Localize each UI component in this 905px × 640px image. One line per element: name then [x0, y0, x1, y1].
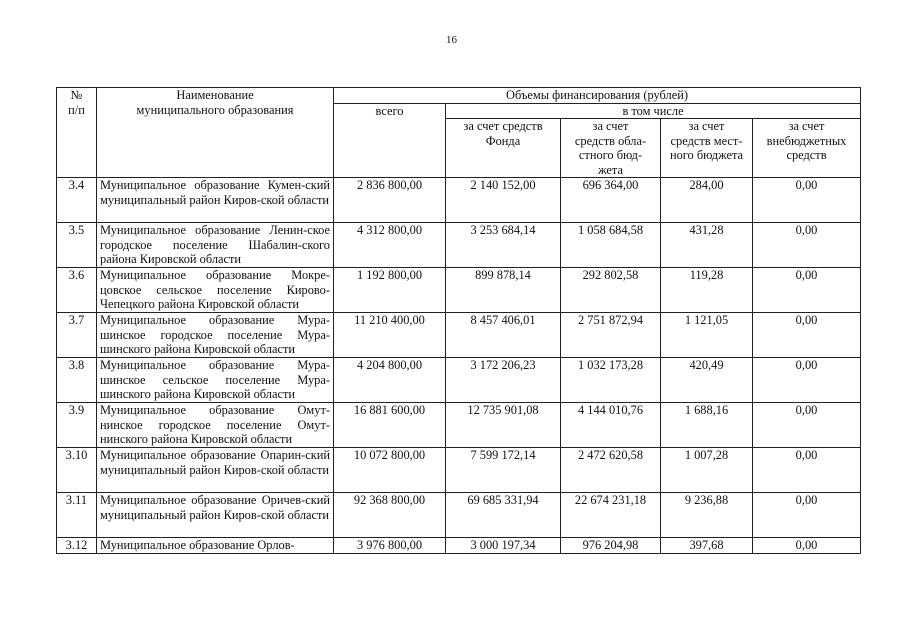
- row-number: 3.7: [57, 313, 97, 358]
- table-body: [57, 178, 861, 554]
- row-number: 3.9: [57, 403, 97, 448]
- row-municipality-name: Муниципальное образование Оричев-ский муниципальный район Киров-ской области: [97, 493, 334, 538]
- header-funding: Объемы финансирования (рублей): [334, 88, 861, 104]
- row-extrabudgetary: 0,00: [753, 448, 861, 493]
- row-regional-budget: 696 364,00: [561, 178, 661, 223]
- row-municipality-name: Муниципальное образование Ленин-ское городское поселение Шабалин-ского района Кировской области: [97, 223, 334, 268]
- row-number: 3.11: [57, 493, 97, 538]
- row-extrabudgetary: 0,00: [753, 403, 861, 448]
- row-local-budget: 1 688,16: [661, 403, 753, 448]
- row-local-budget: 1 121,05: [661, 313, 753, 358]
- row-municipality-name: Муниципальное образование Омут-нинское городское поселение Омут-нинского района Кировской области: [97, 403, 334, 448]
- row-local-budget: 431,28: [661, 223, 753, 268]
- table-row: [57, 268, 861, 313]
- row-regional-budget: 2 751 872,94: [561, 313, 661, 358]
- row-extrabudgetary: 0,00: [753, 493, 861, 538]
- row-total: 16 881 600,00: [334, 403, 446, 448]
- row-extrabudgetary: 0,00: [753, 313, 861, 358]
- row-fund: 7 599 172,14: [446, 448, 561, 493]
- row-municipality-name: Муниципальное образование Мура-шинское сельское поселение Мура-шинского района Кировской области: [97, 358, 334, 403]
- header-including: в том числе: [446, 103, 861, 119]
- row-fund: 8 457 406,01: [446, 313, 561, 358]
- row-total: 92 368 800,00: [334, 493, 446, 538]
- row-regional-budget: 292 802,58: [561, 268, 661, 313]
- row-fund: 899 878,14: [446, 268, 561, 313]
- row-total: 2 836 800,00: [334, 178, 446, 223]
- row-total: 3 976 800,00: [334, 538, 446, 554]
- row-fund: 3 253 684,14: [446, 223, 561, 268]
- row-number: 3.10: [57, 448, 97, 493]
- row-extrabudgetary: 0,00: [753, 268, 861, 313]
- row-fund: 69 685 331,94: [446, 493, 561, 538]
- row-municipality-name: Муниципальное образование Мура-шинское городское поселение Мура-шинского района Кировской области: [97, 313, 334, 358]
- row-fund: 3 172 206,23: [446, 358, 561, 403]
- table-row: [57, 313, 861, 358]
- row-local-budget: 9 236,88: [661, 493, 753, 538]
- row-local-budget: 1 007,28: [661, 448, 753, 493]
- row-local-budget: 284,00: [661, 178, 753, 223]
- financing-table: [56, 87, 861, 554]
- row-local-budget: 397,68: [661, 538, 753, 554]
- table-row: [57, 358, 861, 403]
- row-total: 11 210 400,00: [334, 313, 446, 358]
- row-fund: 2 140 152,00: [446, 178, 561, 223]
- row-number: 3.4: [57, 178, 97, 223]
- row-fund: 3 000 197,34: [446, 538, 561, 554]
- header-num: № п/п: [57, 88, 97, 178]
- row-municipality-name: Муниципальное образование Орлов-: [97, 538, 334, 554]
- row-extrabudgetary: 0,00: [753, 538, 861, 554]
- row-local-budget: 119,28: [661, 268, 753, 313]
- row-regional-budget: 976 204,98: [561, 538, 661, 554]
- row-total: 10 072 800,00: [334, 448, 446, 493]
- header-name: Наименование муниципального образования: [97, 88, 334, 178]
- row-regional-budget: 4 144 010,76: [561, 403, 661, 448]
- row-municipality-name: Муниципальное образование Мокре-цовское сельское поселение Кирово-Чепецкого района Кировской области: [97, 268, 334, 313]
- row-number: 3.8: [57, 358, 97, 403]
- row-regional-budget: 1 032 173,28: [561, 358, 661, 403]
- table-row: [57, 493, 861, 538]
- row-extrabudgetary: 0,00: [753, 178, 861, 223]
- header-local: за счет средств мест- ного бюджета: [661, 119, 753, 178]
- row-total: 4 204 800,00: [334, 358, 446, 403]
- table-row: [57, 403, 861, 448]
- row-municipality-name: Муниципальное образование Опарин-ский муниципальный район Киров-ской области: [97, 448, 334, 493]
- row-extrabudgetary: 0,00: [753, 223, 861, 268]
- header-regional: за счет средств обла- стного бюд- жета: [561, 119, 661, 178]
- table-row: [57, 448, 861, 493]
- row-regional-budget: 1 058 684,58: [561, 223, 661, 268]
- table-row: [57, 178, 861, 223]
- row-regional-budget: 22 674 231,18: [561, 493, 661, 538]
- row-fund: 12 735 901,08: [446, 403, 561, 448]
- row-number: 3.12: [57, 538, 97, 554]
- row-local-budget: 420,49: [661, 358, 753, 403]
- table-row: [57, 538, 861, 554]
- header-fund: за счет средств Фонда: [446, 119, 561, 178]
- row-total: 4 312 800,00: [334, 223, 446, 268]
- table-row: [57, 223, 861, 268]
- row-number: 3.6: [57, 268, 97, 313]
- row-total: 1 192 800,00: [334, 268, 446, 313]
- row-extrabudgetary: 0,00: [753, 358, 861, 403]
- header-total: всего: [334, 103, 446, 178]
- row-municipality-name: Муниципальное образование Кумен-ский муниципальный район Киров-ской области: [97, 178, 334, 223]
- page-number: 16: [446, 34, 457, 46]
- row-regional-budget: 2 472 620,58: [561, 448, 661, 493]
- row-number: 3.5: [57, 223, 97, 268]
- header-extra: за счет внебюджетных средств: [753, 119, 861, 178]
